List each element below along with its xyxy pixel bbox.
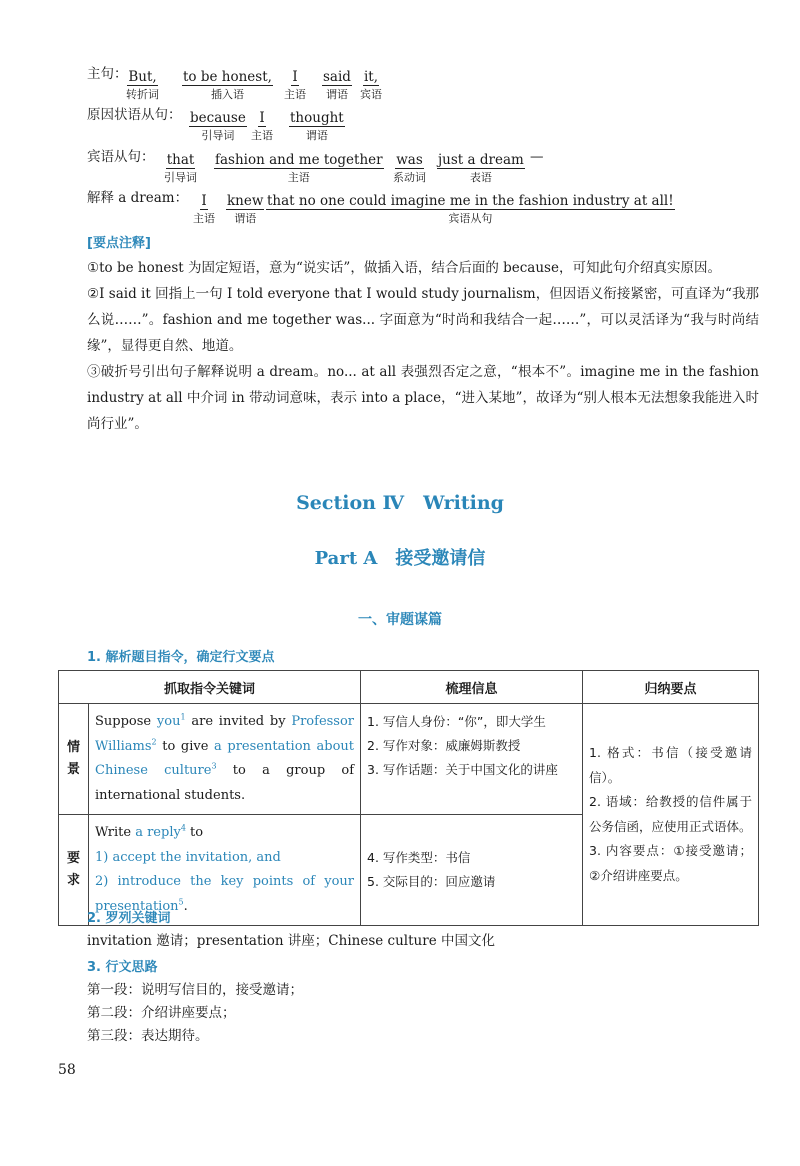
notes-heading: [要点注释] (87, 236, 151, 251)
dash: — (530, 149, 544, 165)
segment-fashion-and-me: fashion and me together 主语 (215, 152, 383, 184)
sub-title: 一、审题谋篇 (358, 612, 442, 628)
segment-to-be-honest: to be honest, 插入语 (183, 69, 272, 101)
notes-body (87, 255, 759, 437)
requirement-info: 4. 写作类型：书信 5. 交际目的：回应邀请 (361, 815, 583, 926)
outline-paragraph-2: 第二段：介绍讲座要点； (87, 1005, 236, 1021)
outline-paragraph-3: 第三段：表达期待。 (87, 1028, 209, 1044)
segment-was: was 系动词 (393, 152, 426, 184)
section-title: Section Ⅳ Writing (296, 492, 504, 514)
part-title: Part A 接受邀请信 (314, 548, 486, 569)
segment-object-clause: that no one could imagine me in the fashion industry at all! 宾语从句 (267, 193, 674, 225)
segment-said: said 谓语 (323, 69, 351, 101)
segment-but: But, 转折词 (126, 69, 159, 101)
reason-clause-lead: 原因状语从句： (87, 107, 182, 123)
scene-keywords: Suppose you$^1$ are invited by Professor Williams$^2$ to give a presentation about Chinese culture$^3$ to a group of international students. (89, 704, 361, 815)
segment-i-3: I 主语 (193, 193, 215, 225)
row-label-scene: 情景 (59, 704, 89, 815)
scene-info: 1. 写信人身份：“你”，即大学生 2. 写作对象：威廉姆斯教授 3. 写作话题：关于中国文化的讲座 (361, 704, 583, 815)
outline-paragraph-1: 第一段：说明写信目的，接受邀请； (87, 982, 303, 998)
segment-just-a-dream: just a dream 表语 (438, 152, 524, 184)
segment-that: that 引导词 (164, 152, 197, 184)
main-clause-lead: 主句： (87, 66, 128, 82)
step3-heading: 3. 行文思路 (87, 960, 158, 975)
row-label-requirement: 要求 (59, 815, 89, 926)
object-clause-lead: 宾语从句： (87, 149, 155, 165)
summary-cell: 1. 格式：书信（接受邀请信）。 2. 语域：给教授的信件属于公务信函，应使用正式语体。 3. 内容要点：①接受邀请；②介绍讲座要点。 (583, 704, 759, 926)
note-2: ②I said it 回指上一句 I told everyone that I would study journalism，但因语义衔接紧密，可直译为“我那么说……”。fashion and me together was... 字面意为“时尚和我结合一起……”，可以灵活译为“我与时尚结缘”，显得更自然、地道。 (87, 286, 759, 354)
segment-because: because 引导词 (190, 110, 246, 142)
segment-thought: thought 谓语 (290, 110, 344, 142)
step2-heading: 2. 罗列关键词 (87, 911, 171, 926)
page-number: 58 (58, 1062, 76, 1078)
header-info: 梳理信息 (361, 671, 583, 704)
analysis-table (58, 670, 759, 926)
explain-lead: 解释 a dream： (87, 190, 189, 206)
keyword-list: invitation 邀请；presentation 讲座；Chinese culture 中国文化 (87, 933, 495, 949)
segment-knew: knew 谓语 (227, 193, 264, 225)
segment-i: I 主语 (284, 69, 306, 101)
segment-i-2: I 主语 (251, 110, 273, 142)
segment-it: it, 宾语 (360, 69, 382, 101)
header-summary: 归纳要点 (583, 671, 759, 704)
note-3: ③破折号引出句子解释说明 a dream。no... at all 表强烈否定之意，“根本不”。imagine me in the fashion industry at all 中介词 in 带动词意味，表示 into a place，“进入某地”，故译为“别人根本无法想象我能进入时尚行业”。 (87, 364, 759, 432)
header-keywords: 抓取指令关键词 (59, 671, 361, 704)
step1-heading: 1. 解析题目指令，确定行文要点 (87, 650, 275, 665)
note-1: ①to be honest 为固定短语，意为“说实话”，做插入语，结合后面的 because，可知此句介绍真实原因。 (87, 260, 721, 276)
requirement-keywords: Write a reply$^4$ to 1) accept the invitation, and 2) introduce the key points of your presentation$^5$. (89, 815, 361, 926)
